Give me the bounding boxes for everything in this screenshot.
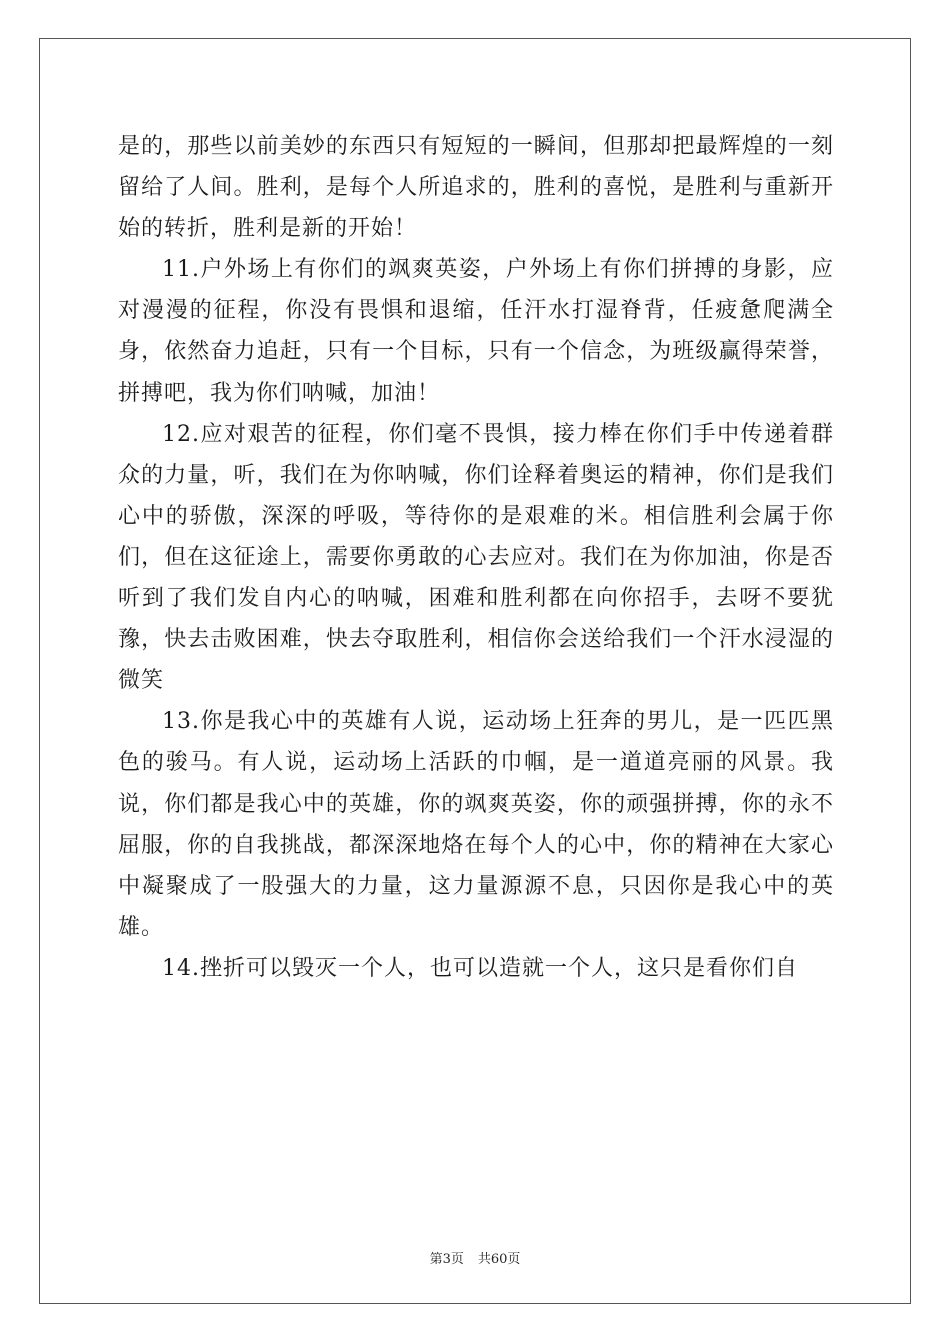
page-footer	[0, 1248, 950, 1267]
page-number: 第3页	[429, 1252, 464, 1267]
document-body	[118, 126, 834, 989]
paragraph-4: 13.你是我心中的英雄有人说，运动场上狂奔的男儿，是一匹匹黑色的骏马。有人说，运动场上活跃的巾帼，是一道道亮丽的风景。我说，你们都是我心中的英雄，你的飒爽英姿，你的顽强拼搏，你的永不屈服，你的自我挑战，都深深地烙在每个人的心中，你的精神在大家心中凝聚成了一股强大的力量，这力量源源不息，只因你是我心中的英雄。	[118, 709, 834, 940]
page-total: 共60页	[477, 1252, 521, 1267]
paragraph-5: 14.挫折可以毁灭一个人，也可以造就一个人，这只是看你们自	[162, 955, 798, 981]
paragraph-1: 是的，那些以前美妙的东西只有短短的一瞬间，但那却把最辉煌的一刻留给了人间。胜利，是每个人所追求的，胜利的喜悦，是胜利与重新开始的转折，胜利是新的开始！	[118, 134, 834, 242]
paragraph-2: 11.户外场上有你们的飒爽英姿，户外场上有你们拼搏的身影，应对漫漫的征程，你没有畏惧和退缩，任汗水打湿脊背，任疲惫爬满全身，依然奋力追赶，只有一个目标，只有一个信念，为班级赢得荣誉，拼搏吧，我为你们呐喊，加油！	[118, 257, 834, 406]
paragraph-3: 12.应对艰苦的征程，你们毫不畏惧，接力棒在你们手中传递着群众的力量，听，我们在为你呐喊，你们诠释着奥运的精神，你们是我们心中的骄傲，深深的呼吸，等待你的是艰难的米。相信胜利会属于你们，但在这征途上，需要你勇敢的心去应对。我们在为你加油，你是否听到了我们发自内心的呐喊，困难和胜利都在向你招手，去呀不要犹豫，快去击败困难，快去夺取胜利，相信你会送给我们一个汗水浸湿的微笑	[118, 421, 834, 694]
